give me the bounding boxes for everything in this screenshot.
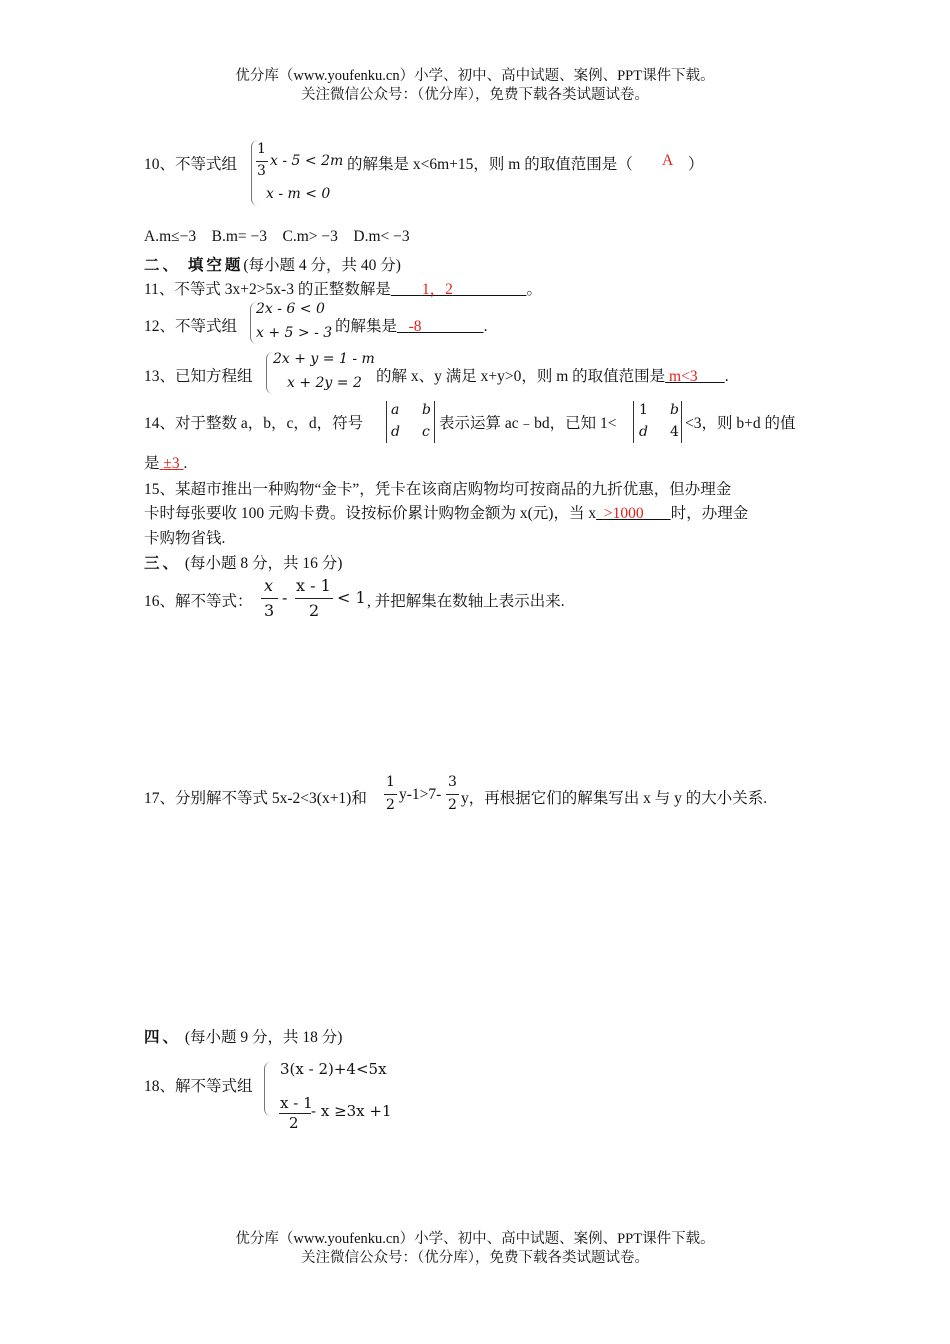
q14-det2-4: 4: [670, 424, 679, 440]
q10-prefix: 10、不等式组: [144, 156, 238, 173]
section-2-title: 二、 填空题: [144, 257, 244, 274]
q10-frac-num: 1: [257, 141, 266, 157]
q12-end: .: [483, 318, 488, 335]
q14-det2-1: 1: [639, 402, 648, 418]
header-line-1: 优分库（www.youfenku.cn）小学、初中、高中试题、案例、PPT课件下载。: [235, 68, 715, 84]
q16-f2-num: x - 1: [296, 576, 331, 595]
q15-line2-prefix: 卡时每张要收 100 元购卡费。设按标价累计购物金额为 x(元)，当 x: [144, 505, 597, 522]
q16-prefix: 16、解不等式：: [144, 593, 253, 610]
q17-f2-den: 2: [448, 797, 457, 813]
question-11: [144, 277, 542, 299]
q18-eq2-num: x - 1: [280, 1094, 313, 1112]
q14-det1-b: b: [422, 402, 431, 418]
section-2-note: (每小题 4 分，共 40 分): [243, 257, 401, 274]
q18-prefix: 18、解不等式组: [144, 1078, 253, 1095]
footer-line-1: 优分库（www.youfenku.cn）小学、初中、高中试题、案例、PPT课件下载。: [235, 1231, 715, 1247]
q12-tail: [335, 314, 487, 336]
q14-det2-d: d: [639, 424, 648, 440]
section-4-note: (每小题 9 分，共 18 分): [184, 1029, 343, 1046]
q14-answer: ±3: [163, 455, 180, 472]
q16-f1-line: [261, 598, 278, 599]
q13-suffix: 的解 x、y 满足 x+y>0，则 m 的取值范围是: [376, 368, 666, 385]
q18-brace: [264, 1062, 271, 1116]
q15-line1: 15、某超市推出一种购物“金卡”，凭卡在该商店购物均可按商品的九折优惠，但办理金: [144, 481, 732, 498]
q12-prefix: 12、不等式组: [144, 318, 238, 335]
q17-prefix: 17、分别解不等式 5x-2<3(x+1)和: [144, 790, 367, 807]
q16-f1-num: x: [264, 576, 274, 595]
q10-eq1: x - 5 < 2m: [270, 153, 344, 169]
q17-suffix: y，再根据它们的解集写出 x 与 y 的大小关系.: [461, 790, 768, 807]
section-3-heading: [144, 551, 342, 573]
q15-line3: 卡购物省钱.: [144, 530, 226, 547]
q10-options: A.m≤−3 B.m= −3 C.m> −3 D.m< −3: [144, 228, 410, 245]
footer-line-2: 关注微信公众号：（优分库），免费下载各类试题试卷。: [301, 1250, 649, 1266]
q13-prefix: 13、已知方程组: [144, 368, 253, 385]
q13-tail: [376, 364, 729, 386]
q10-suffix: 的解集是 x<6m+15，则 m 的取值范围是（: [347, 156, 633, 173]
q10-frac-line: [256, 161, 268, 162]
q17-f1-den: 2: [386, 797, 395, 813]
q16-f2-line: [295, 598, 333, 599]
q12-suffix: 的解集是: [335, 318, 398, 335]
q14-mid: 表示运算 ac﹣bd，已知 1<: [439, 415, 617, 432]
q16-f2-den: 2: [309, 601, 320, 620]
q10-close: ）: [688, 156, 704, 173]
q10-answer: A: [662, 152, 674, 169]
q17-f2-num: 3: [448, 774, 457, 790]
q14-det1-c: c: [422, 424, 430, 440]
q13-end: .: [724, 368, 729, 385]
q14-line2: [144, 451, 187, 473]
q13-eq2: x + 2y = 2: [287, 375, 362, 391]
q16-f1-den: 3: [264, 601, 275, 620]
q18-eq2-den: 2: [289, 1114, 299, 1132]
q11-suffix: 。: [526, 281, 542, 298]
q14-end: .: [183, 455, 188, 472]
q12-answer: -8: [408, 318, 422, 335]
q18-eq2-rest: - x ≥3x +1: [311, 1102, 392, 1120]
q12-eq2: x + 5 > - 3: [256, 325, 333, 341]
q16-suffix: , 并把解集在数轴上表示出来.: [367, 593, 565, 610]
q14-det2-right-bar: [681, 401, 682, 443]
q14-det1-right-bar: [434, 401, 435, 443]
q11-answer: 1，2: [421, 281, 453, 298]
q10-eq2: x - m < 0: [266, 186, 331, 202]
q17-mid: y-1>7-: [399, 786, 442, 803]
section-2-heading: [144, 253, 401, 275]
q14-det2-left-bar: [633, 401, 634, 443]
q17-f1-line: [384, 794, 397, 795]
q15-line2-suffix: 时，办理金: [670, 505, 749, 522]
q12-eq1: 2x - 6 < 0: [256, 301, 325, 317]
section-3-note: (每小题 8 分，共 16 分): [184, 555, 343, 572]
q14-det2-b: b: [670, 402, 679, 418]
section-3-title: 三、: [144, 555, 182, 572]
q17-f1-num: 1: [386, 774, 395, 790]
section-4-heading: [144, 1025, 342, 1047]
q15-answer: >1000: [603, 505, 644, 522]
q14-line2-prefix: 是: [144, 455, 160, 472]
q14-prefix: 14、对于整数 a，b，c，d，符号: [144, 415, 364, 432]
section-4-title: 四、: [144, 1029, 182, 1046]
q13-eq1: 2x + y = 1 - m: [273, 351, 375, 367]
q16-minus: -: [282, 588, 288, 607]
q14-suffix: <3，则 b+d 的值: [685, 415, 796, 432]
q18-eq1: 3(x - 2)+4<5x: [280, 1060, 387, 1078]
header-line-2: 关注微信公众号：（优分库），免费下载各类试题试卷。: [301, 87, 649, 103]
q14-det1-d: d: [391, 424, 400, 440]
q13-brace: [266, 352, 273, 394]
q14-det1-a: a: [391, 402, 400, 418]
q16-rel: < 1: [337, 588, 366, 607]
q10-frac-den: 3: [257, 163, 266, 179]
q17-f2-line: [446, 794, 459, 795]
q13-answer: m<3: [669, 368, 698, 385]
q14-det1-left-bar: [386, 401, 387, 443]
q11-prefix: 11、不等式 3x+2>5x-3 的正整数解是: [144, 281, 391, 298]
q15-line2: [144, 501, 748, 523]
